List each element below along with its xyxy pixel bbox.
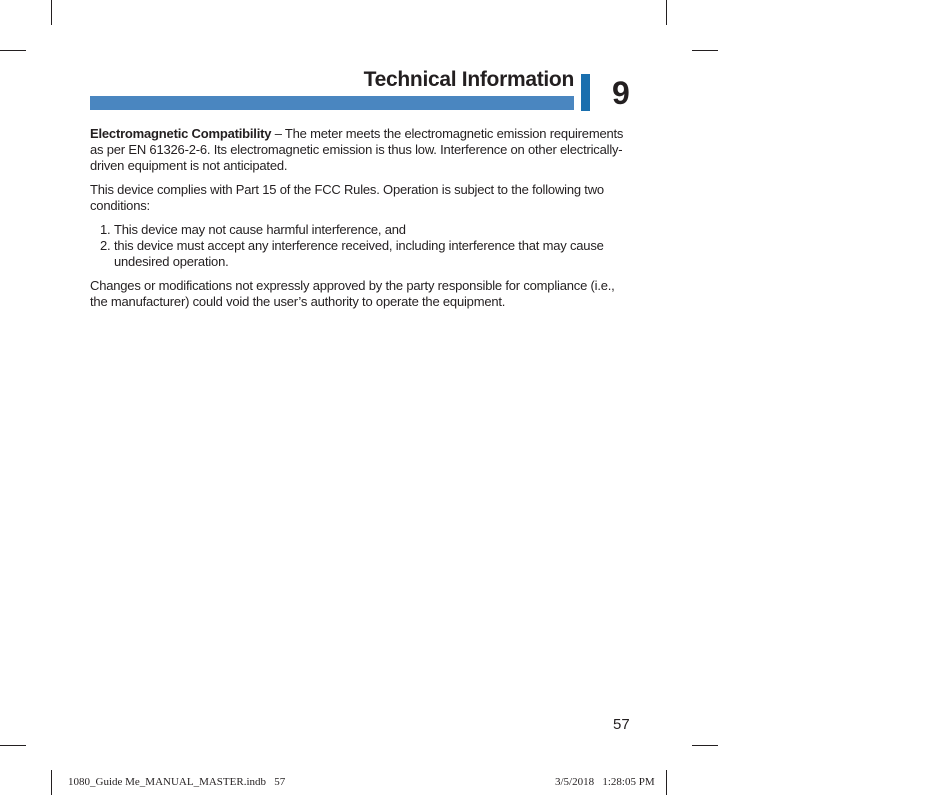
list-item-text: this device must accept any interference received, including interference that may cause undesired operation. xyxy=(114,238,604,269)
list-item-number: 2. xyxy=(100,238,111,253)
list-item xyxy=(90,238,630,270)
chapter-number: 9 xyxy=(612,75,630,111)
emc-heading: Electromagnetic Compatibility xyxy=(90,126,272,141)
section-title: Technical Information xyxy=(363,68,574,91)
crop-mark-top-left-vertical xyxy=(51,0,52,25)
title-rule-bar xyxy=(90,96,574,110)
crop-mark-top-left-horizontal xyxy=(0,50,26,51)
crop-mark-bottom-left-horizontal xyxy=(0,745,26,746)
body-content xyxy=(90,126,630,318)
chapter-marker xyxy=(581,74,590,111)
list-item xyxy=(90,222,630,238)
emc-text: – The meter meets the electromagnetic emission requirements as per EN 61326-2-6. Its electromagnetic emission is thus low. Interference on other electrically-driven equipment is not anticipated. xyxy=(90,126,624,173)
emc-paragraph xyxy=(90,126,630,174)
crop-mark-bottom-left-vertical xyxy=(51,770,52,795)
print-slug-filename: 1080_Guide Me_MANUAL_MASTER.indb 57 xyxy=(68,776,286,788)
list-item-number: 1. xyxy=(100,222,111,237)
fcc-intro-paragraph: This device complies with Part 15 of the FCC Rules. Operation is subject to the following two conditions: xyxy=(90,182,604,213)
crop-mark-bottom-right-vertical xyxy=(666,770,667,795)
print-slug-timestamp: 3/5/2018 1:28:05 PM xyxy=(555,776,655,788)
crop-mark-top-right-vertical xyxy=(666,0,667,25)
changes-paragraph: Changes or modifications not expressly approved by the party responsible for compliance (i.e., the manufacturer) could void the user’s authority to operate the equipment. xyxy=(90,278,615,309)
conditions-list xyxy=(90,222,630,270)
page-number: 57 xyxy=(613,716,630,733)
crop-mark-bottom-right-horizontal xyxy=(692,745,718,746)
list-item-text: This device may not cause harmful interference, and xyxy=(114,222,406,237)
crop-mark-top-right-horizontal xyxy=(692,50,718,51)
